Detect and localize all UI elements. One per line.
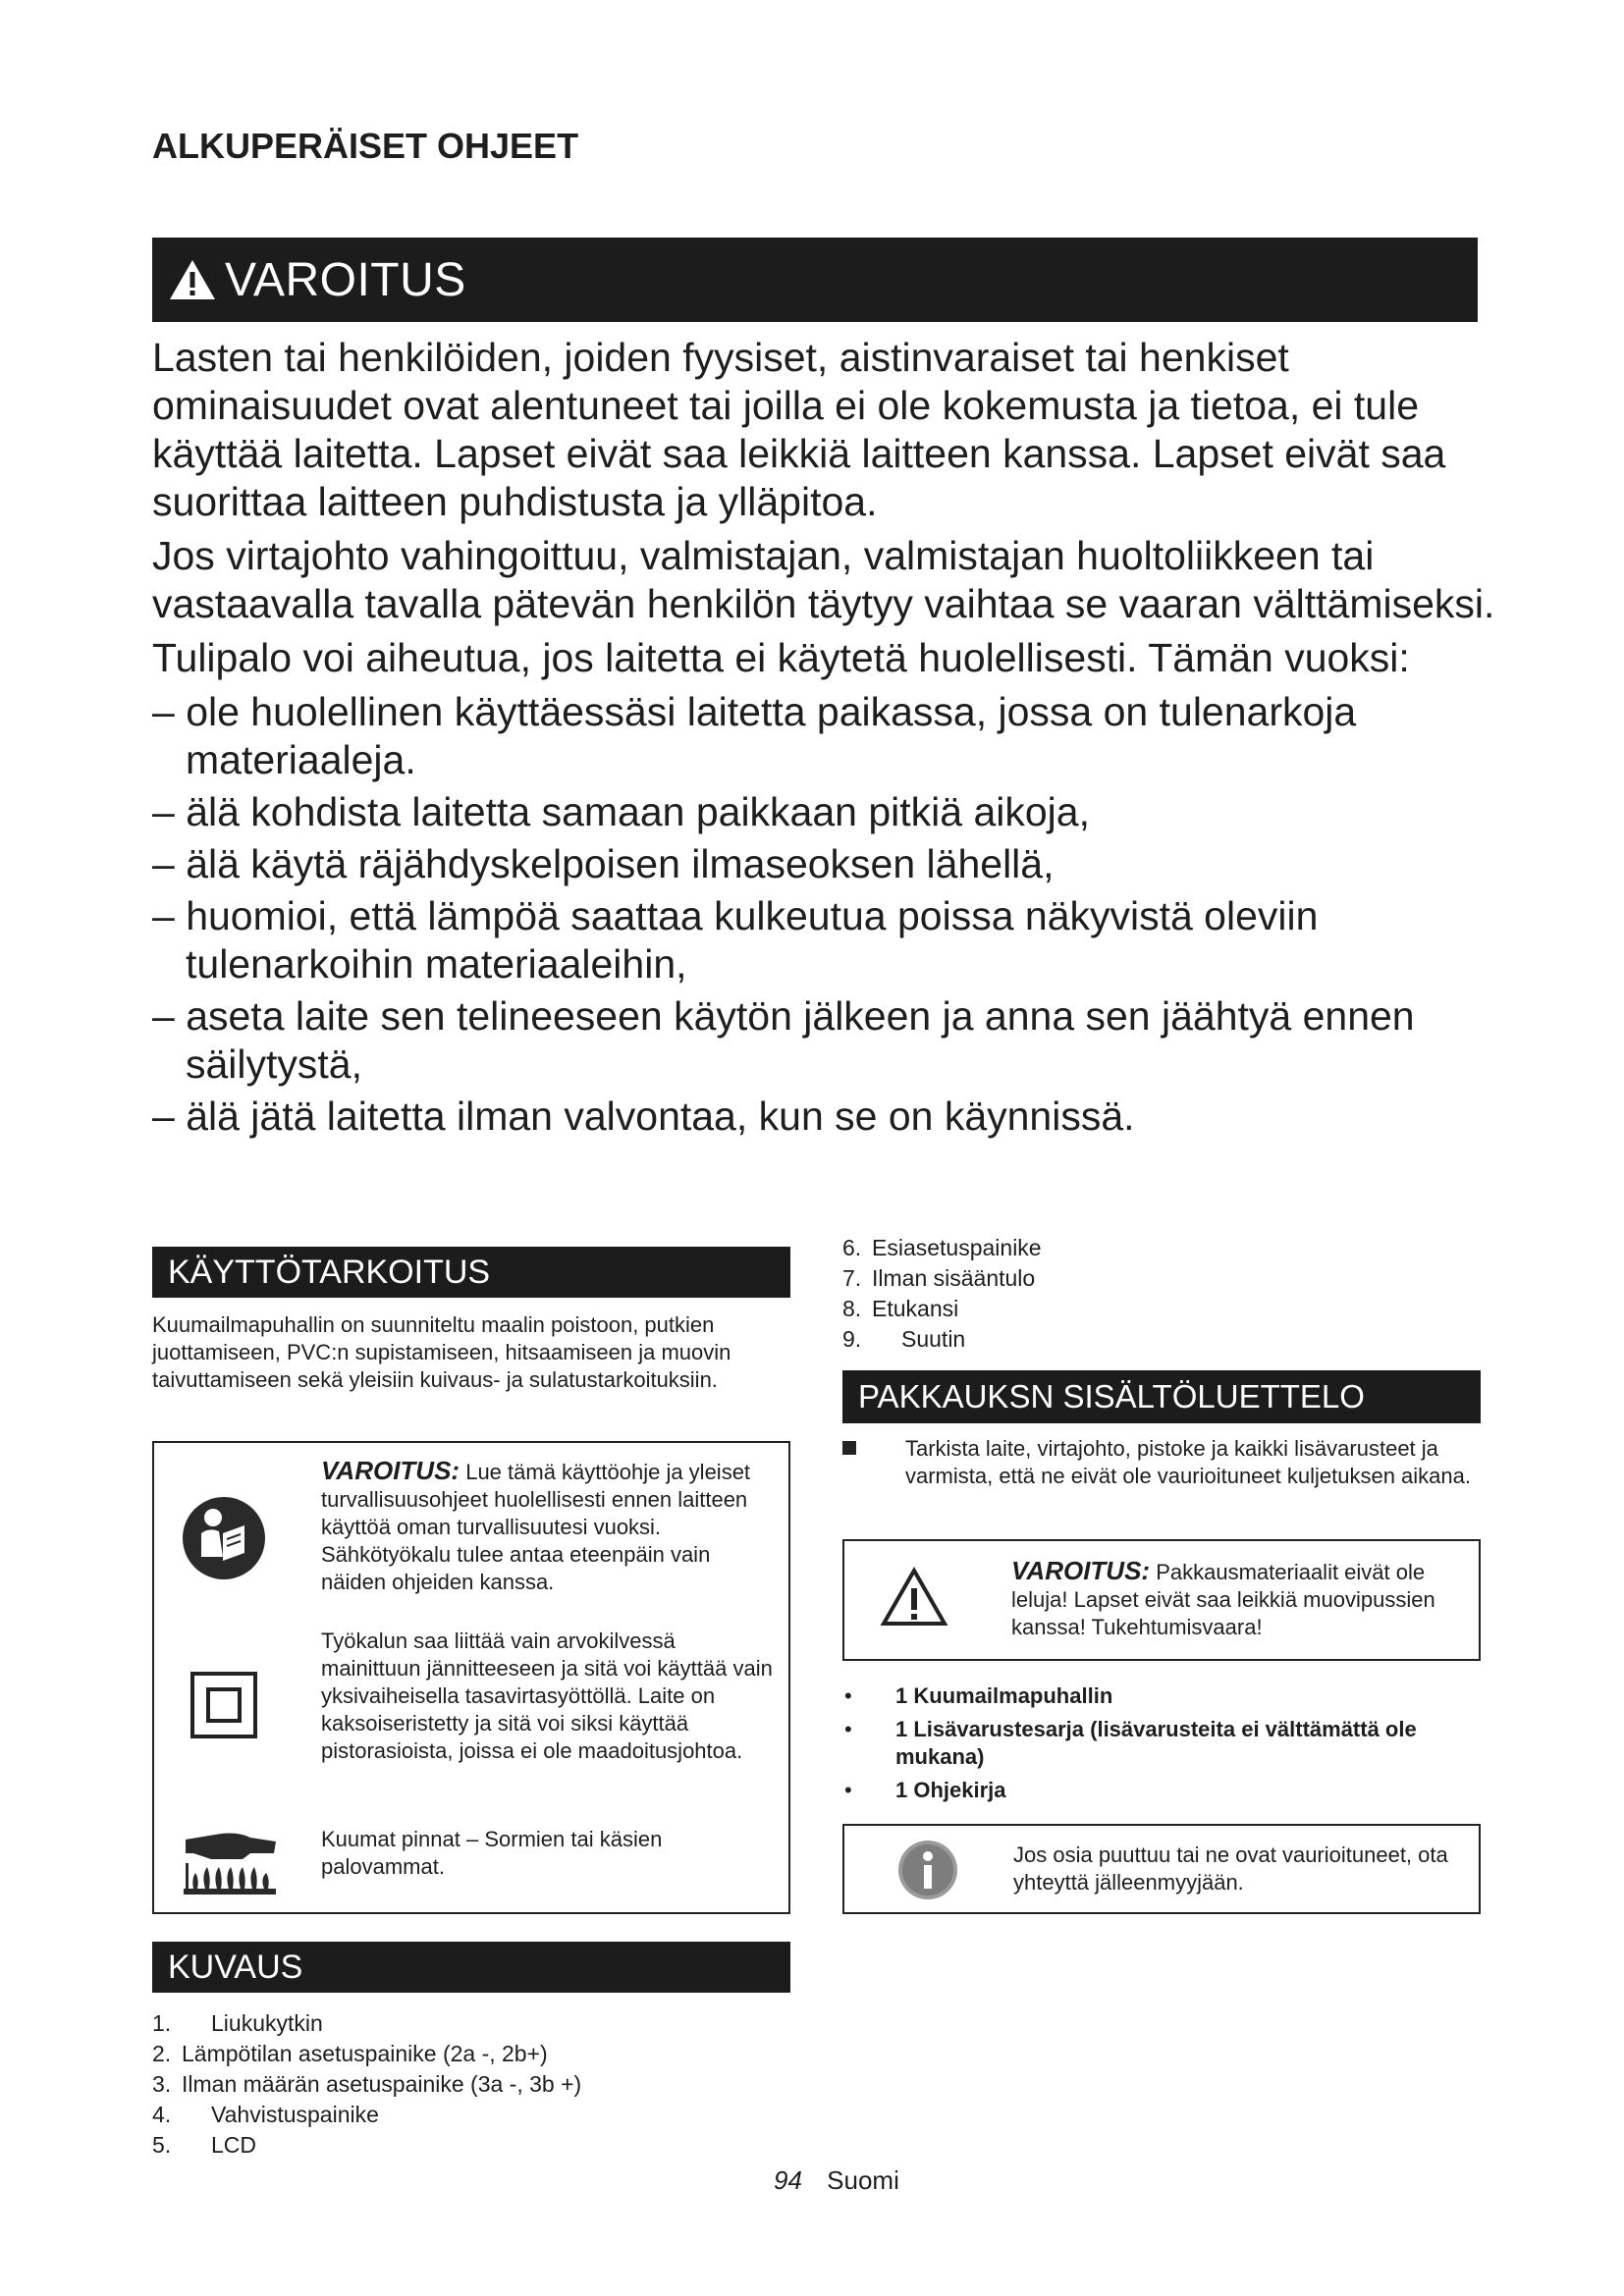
- symbol-manual-body: Lue tämä käyttöohje ja yleiset turvallisuusohjeet huolellisesti ennen laitteen käyttöä oman turvallisuutesi vuoksi. Sähkötyökalu tulee antaa eteenpäin vain näiden ohjeiden kanssa.: [321, 1460, 751, 1594]
- symbols-box: [152, 1441, 790, 1914]
- warning-paragraph: Lasten tai henkilöiden, joiden fyysiset, aistinvaraiset tai henkiset ominaisuudet ovat alentuneet tai joilla ei ole kokemusta ja tietoa, ei tule käyttää laitetta. Lapset eivät saa leikkiä laitteen kanssa. Lapset eivät saa suorittaa laitteen puhdistusta ja ylläpitoa.: [152, 335, 1446, 524]
- item-label: Etukansi: [872, 1296, 959, 1321]
- item-number: 4.: [152, 2102, 172, 2127]
- package-heading: PAKKAUKSN SISÄLTÖLUETTELO: [842, 1370, 1481, 1423]
- purpose-heading: KÄYTTÖTARKOITUS: [152, 1247, 790, 1298]
- description-item: [842, 1263, 1042, 1294]
- item-label: Esiasetuspainike: [872, 1235, 1042, 1260]
- item-label: LCD: [211, 2132, 257, 2158]
- warning-list-item: – älä kohdista laitetta samaan paikkaan pitkiä aikoja,: [152, 789, 1090, 834]
- package-item: • 1 Kuumailmapuhallin: [842, 1682, 1481, 1710]
- item-label: Vahvistuspainike: [211, 2102, 379, 2127]
- page-number: 94: [774, 2165, 802, 2195]
- symbol-manual-label: VAROITUS:: [321, 1456, 460, 1485]
- symbol-manual-text: [321, 1457, 781, 1596]
- item-label: Liukukytkin: [211, 2010, 323, 2036]
- package-item: • 1 Lisävarustesarja (lisävarusteita ei välttämättä ole mukana): [842, 1716, 1481, 1771]
- description-item: [152, 2130, 581, 2161]
- warning-list-item: – huomioi, että lämpöä saattaa kulkeutua poissa näkyvistä oleviin tulenarkoihin materiaaleihin,: [152, 893, 1319, 987]
- description-item: [842, 1324, 1042, 1355]
- warning-heading: VAROITUS: [225, 253, 466, 306]
- item-number: 5.: [152, 2132, 172, 2158]
- item-number: 9.: [842, 1326, 862, 1352]
- description-item: [152, 2069, 581, 2100]
- warning-heading-bar: [152, 238, 1478, 322]
- warning-triangle-icon: [168, 258, 217, 301]
- description-list: [152, 2008, 581, 2161]
- symbol-class2-text: Työkalun saa liittää vain arvokilvessä mainittuun jännitteeseen ja sitä voi käyttää vain yksivaiheisella tasavirtasyöttöllä. Laite on kaksoiseristetty ja sitä voi siksi käyttää pistorasioista, joissa ei ole maadoitusjohtoa.: [321, 1629, 773, 1763]
- square-bullet-icon: [842, 1441, 856, 1455]
- double-insulation-icon: [189, 1671, 258, 1739]
- package-warning-box: [842, 1539, 1481, 1661]
- item-label: Ilman sisääntulo: [872, 1265, 1036, 1291]
- warning-paragraph: Tulipalo voi aiheutua, jos laitetta ei käytetä huolellisesti. Tämän vuoksi:: [152, 635, 1410, 680]
- description-heading: KUVAUS: [152, 1942, 790, 1993]
- document-title: ALKUPERÄISET OHJEET: [152, 126, 579, 166]
- item-number: 2.: [152, 2041, 172, 2066]
- description-item: [842, 1233, 1042, 1263]
- item-number: 3.: [152, 2071, 172, 2097]
- purpose-text: Kuumailmapuhallin on suunniteltu maalin poistoon, putkien juottamiseen, PVC:n supistamiseen, hitsaamiseen ja muovin taivuttamiseen sekä yleisiin kuivaus- ja sulatustarkoituksiin.: [152, 1312, 731, 1392]
- warning-list: [152, 688, 1497, 1141]
- item-number: 8.: [842, 1296, 862, 1321]
- description-item: [152, 2008, 581, 2039]
- warning-list-item: – älä jätä laitetta ilman valvontaa, kun se on käynnissä.: [152, 1094, 1135, 1139]
- package-check-row: [842, 1435, 1481, 1490]
- warning-list-item: – ole huolellinen käyttäessäsi laitetta paikassa, jossa on tulenarkoja materiaaleja.: [152, 689, 1357, 782]
- description-item: [152, 2039, 581, 2069]
- description-list-cont: [842, 1233, 1042, 1355]
- footer-language: Suomi: [827, 2165, 899, 2195]
- warning-body: [152, 334, 1497, 1145]
- page-footer: [774, 2165, 899, 2196]
- item-label: Suutin: [901, 1326, 966, 1352]
- read-manual-icon: [180, 1494, 268, 1582]
- package-check-text: Tarkista laite, virtajohto, pistoke ja kaikki lisävarusteet ja varmista, että ne eivät ole vaurioituneet kuljetuksen aikana.: [905, 1436, 1471, 1488]
- package-contents-list: [842, 1682, 1481, 1810]
- symbol-hot-text: Kuumat pinnat – Sormien tai käsien palovammat.: [321, 1827, 663, 1879]
- item-label: Ilman määrän asetuspainike (3a -, 3b +): [182, 2071, 582, 2097]
- item-number: 6.: [842, 1235, 862, 1260]
- warning-list-item: – älä käytä räjähdyskelpoisen ilmaseoksen lähellä,: [152, 841, 1055, 886]
- info-text: Jos osia puuttuu tai ne ovat vaurioituneet, ota yhteyttä jälleenmyyjään.: [1013, 1842, 1448, 1895]
- item-number: 7.: [842, 1265, 862, 1291]
- description-item: [152, 2100, 581, 2130]
- item-label: Lämpötilan asetuspainike (2a -, 2b+): [182, 2041, 548, 2066]
- package-warning-body: Pakkausmateriaalit eivät ole leluja! Lapset eivät saa leikkiä muovipussien kanssa! Tukehtumisvaara!: [1011, 1560, 1435, 1639]
- package-warning-text: [1011, 1557, 1473, 1641]
- package-item: • 1 Ohjekirja: [842, 1777, 1481, 1804]
- warning-triangle-icon: [880, 1567, 948, 1628]
- item-number: 1.: [152, 2010, 172, 2036]
- description-item: [842, 1294, 1042, 1324]
- package-warning-label: VAROITUS:: [1011, 1556, 1151, 1585]
- warning-list-item: – aseta laite sen telineeseen käytön jälkeen ja anna sen jäähtyä ennen säilytystä,: [152, 993, 1415, 1087]
- warning-paragraph: Jos virtajohto vahingoittuu, valmistajan, valmistajan huoltoliikkeen tai vastaavalla tavalla pätevän henkilön täytyy vaihtaa se vaaran välttämiseksi.: [152, 533, 1495, 626]
- hot-surface-icon: [182, 1824, 280, 1902]
- info-icon: [895, 1838, 960, 1902]
- info-box: [842, 1824, 1481, 1914]
